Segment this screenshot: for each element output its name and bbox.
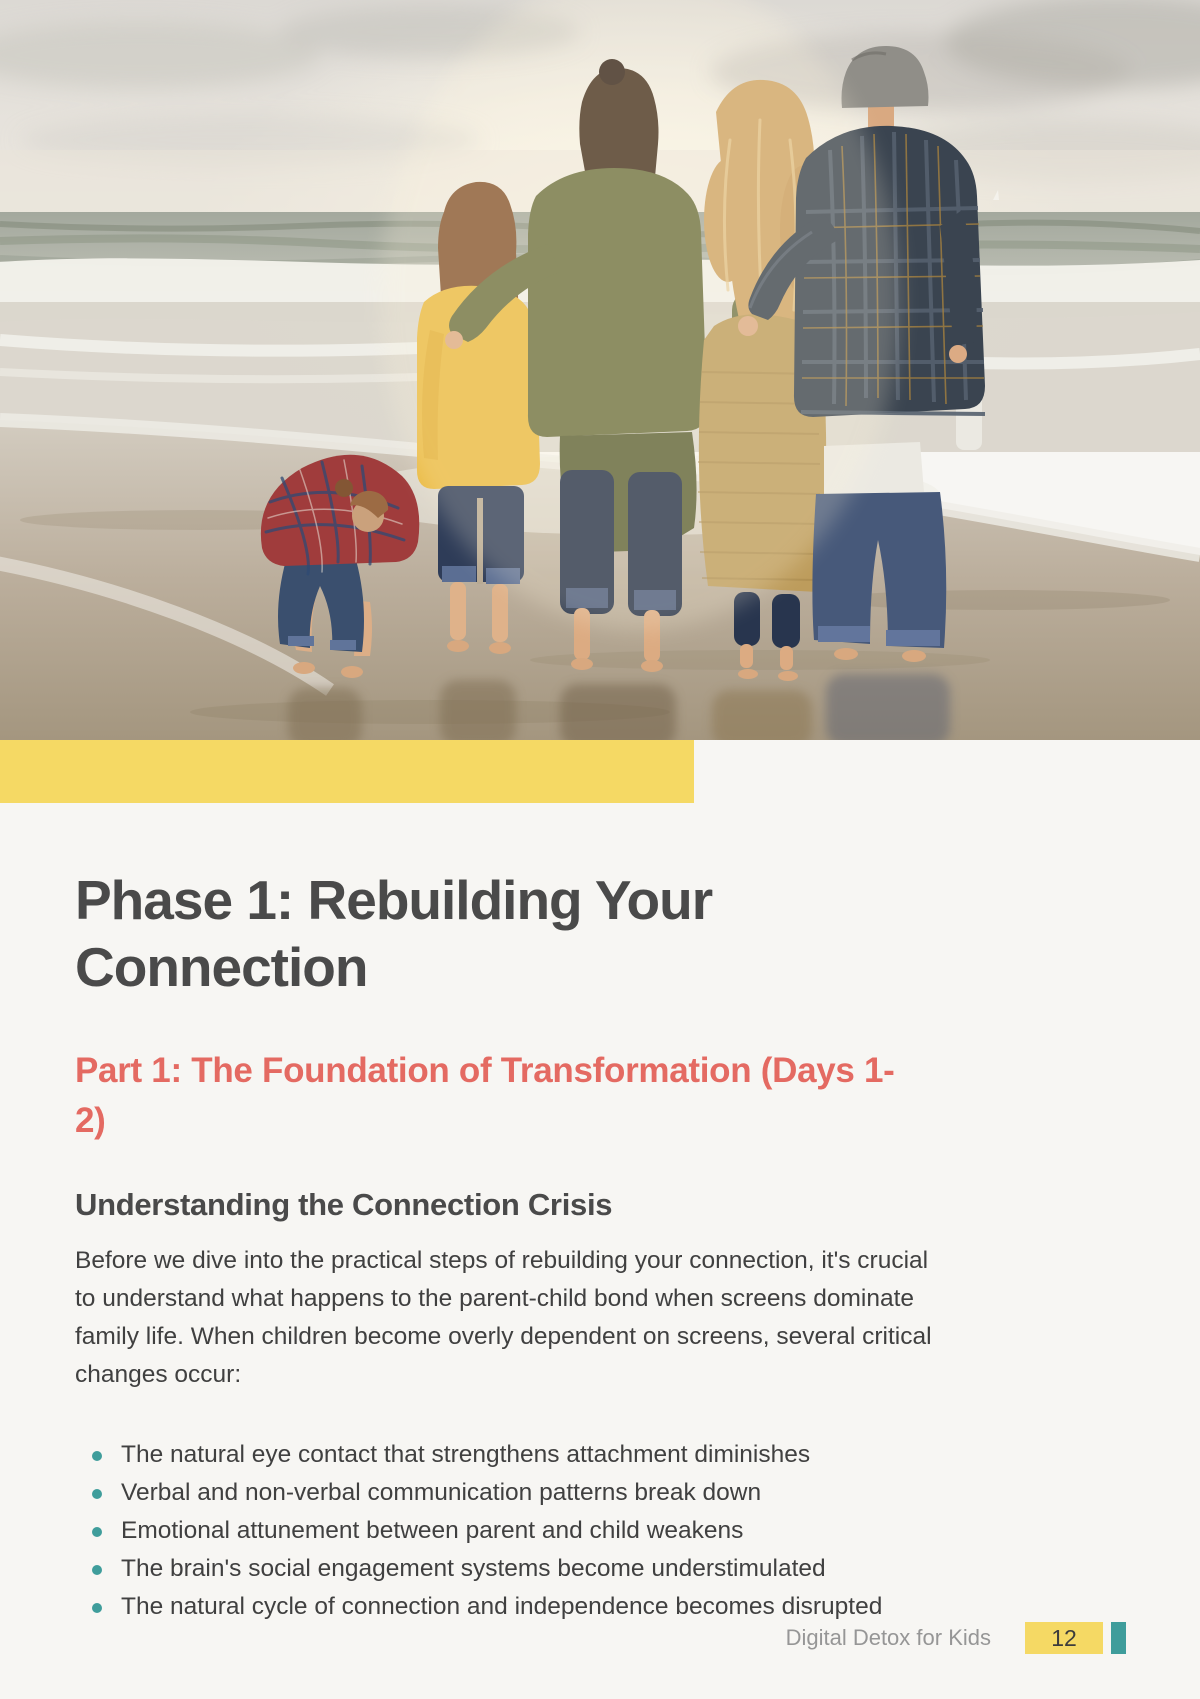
page-footer	[786, 1622, 1126, 1654]
hero-photo	[0, 0, 1200, 740]
intro-line: Before we dive into the practical steps of rebuilding your connection, it's crucial	[75, 1247, 929, 1274]
list-item	[75, 1474, 1135, 1512]
list-item	[75, 1436, 1135, 1474]
page-title	[75, 867, 1135, 1001]
beach-family-illustration	[0, 0, 1200, 740]
list-item-text: The brain's social engagement systems become understimulated	[121, 1555, 826, 1582]
bullet-dot	[92, 1603, 102, 1613]
bullet-dot	[92, 1489, 102, 1499]
changes-list	[75, 1436, 1135, 1626]
bullet-dot	[92, 1565, 102, 1575]
book-title: Digital Detox for Kids	[785, 1625, 991, 1650]
bullet-dot	[92, 1451, 102, 1461]
bullet-dot	[92, 1527, 102, 1537]
list-item-text: Verbal and non-verbal communication patterns break down	[121, 1479, 762, 1506]
page-title-line: Phase 1: Rebuilding Your	[75, 869, 713, 931]
intro-paragraph	[75, 1242, 1135, 1394]
list-item	[75, 1550, 1135, 1588]
list-item-text: Emotional attunement between parent and child weakens	[121, 1517, 744, 1544]
intro-line: changes occur:	[75, 1361, 242, 1388]
part-heading-line: 2)	[75, 1101, 106, 1140]
intro-line: family life. When children become overly dependent on screens, several critical	[75, 1323, 932, 1350]
page-title-line: Connection	[75, 936, 368, 998]
page-number-badge: 12	[1025, 1622, 1103, 1654]
intro-line: to understand what happens to the parent-child bond when screens dominate	[75, 1285, 915, 1312]
list-item-text: The natural eye contact that strengthens attachment diminishes	[121, 1441, 811, 1468]
yellow-accent-bar	[0, 740, 694, 803]
teal-accent-tab	[1111, 1622, 1126, 1654]
part-heading	[75, 1046, 1135, 1146]
list-item-text: The natural cycle of connection and independence becomes disrupted	[121, 1593, 883, 1620]
part-heading-line: Part 1: The Foundation of Transformation (Days 1-	[75, 1051, 895, 1090]
section-heading: Understanding the Connection Crisis	[75, 1187, 613, 1222]
list-item	[75, 1512, 1135, 1550]
page-content	[0, 867, 1200, 1626]
list-item	[75, 1588, 1135, 1626]
sun-haze	[380, 0, 900, 630]
